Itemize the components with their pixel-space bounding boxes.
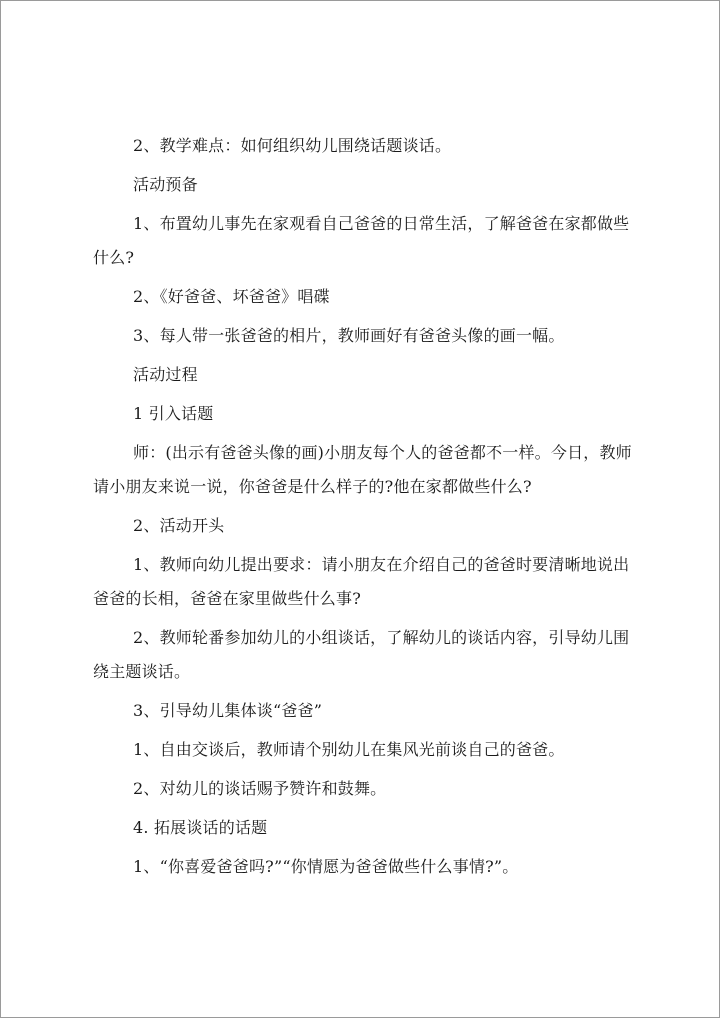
heading-activity-process: 活动过程 — [133, 365, 198, 384]
heading-introduce-topic: 1 引入话题 — [133, 404, 214, 423]
paragraph-prep-1: 1、布置幼儿事先在家观看自己爸爸的日常生活，了解爸爸在家都做些什么? — [93, 214, 630, 267]
heading-extend-topic: 4. 拓展谈话的话题 — [133, 818, 268, 837]
paragraph-teaching-difficulty: 2、教学难点：如何组织幼儿围绕话题谈话。 — [133, 136, 452, 155]
paragraph-prep-3: 3、每人带一张爸爸的相片，教师画好有爸爸头像的画一幅。 — [133, 326, 565, 345]
paragraph-start-1: 1、教师向幼儿提出要求：请小朋友在介绍自己的爸爸时要清晰地说出爸爸的长相，爸爸在家里做些什么事? — [93, 555, 630, 608]
heading-activity-start: 2、活动开头 — [133, 516, 225, 535]
heading-activity-preparation: 活动预备 — [133, 175, 198, 194]
paragraph-teacher-intro: 师：(出示有爸爸头像的画)小朋友每个人的爸爸都不一样。今日，教师请小朋友来说一说，你爸爸是什么样子的?他在家都做些什么? — [93, 443, 632, 496]
paragraph-group-2: 2、对幼儿的谈话赐予赞许和鼓舞。 — [133, 779, 387, 798]
paragraph-group-1: 1、自由交谈后，教师请个别幼儿在集风光前谈自己的爸爸。 — [133, 740, 565, 759]
heading-group-talk: 3、引导幼儿集体谈“爸爸” — [133, 701, 323, 720]
document-body — [93, 129, 638, 884]
paragraph-start-2: 2、教师轮番参加幼儿的小组谈话，了解幼儿的谈话内容，引导幼儿围绕主题谈话。 — [93, 628, 630, 681]
paragraph-extend-1: 1、“你喜爱爸爸吗?”“你情愿为爸爸做些什么事情?”。 — [133, 857, 519, 876]
paragraph-prep-2: 2、《好爸爸、坏爸爸》唱碟 — [133, 287, 330, 306]
